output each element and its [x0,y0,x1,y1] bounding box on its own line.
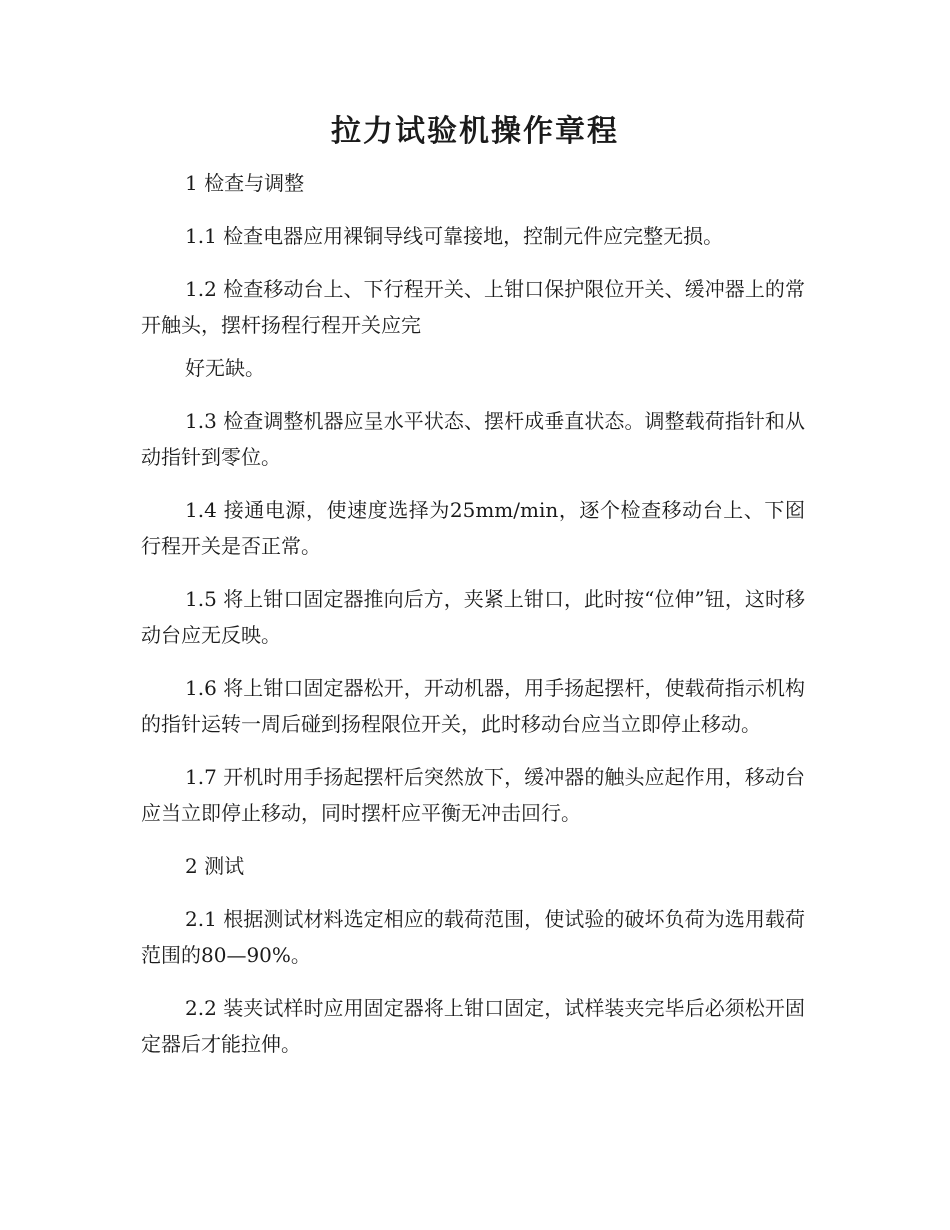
paragraph-2-2: 2.2 装夹试样时应用固定器将上钳口固定，试样装夹完毕后必须松开固定器后才能拉伸。 [141,996,805,1056]
paragraph-1-2: 1.2 检查移动台上、下行程开关、上钳口保护限位开关、缓冲器上的常开触头，摆杆扬程行程开关应完 [141,277,805,337]
section-heading-2: 2 测试 [185,854,245,878]
section-heading-1: 1 检查与调整 [185,171,305,195]
paragraph-1-6: 1.6 将上钳口固定器松开，开动机器，用手扬起摆杆，使载荷指示机构的指针运转一周后碰到扬程限位开关，此时移动台应当立即停止移动。 [141,676,805,736]
document-title: 拉力试验机操作章程 [331,114,619,149]
paragraph-1-7: 1.7 开机时用手扬起摆杆后突然放下，缓冲器的触头应起作用，移动台应当立即停止移动，同时摆杆应平衡无冲击回行。 [141,765,805,825]
paragraph-1-3: 1.3 检查调整机器应呈水平状态、摆杆成垂直状态。调整载荷指针和从动指针到零位。 [141,409,805,469]
paragraph-1-2-continued: 好无缺。 [185,356,265,380]
paragraph-1-4: 1.4 接通电源，使速度选择为25mm/min，逐个检查移动台上、下囵行程开关是否正常。 [141,498,805,558]
document-body [141,165,805,1079]
paragraph-1-1: 1.1 检查电器应用裸铜导线可靠接地，控制元件应完整无损。 [185,224,724,248]
paragraph-2-1: 2.1 根据测试材料选定相应的载荷范围，使试验的破坏负荷为选用载荷范围的80—90%。 [141,907,805,967]
paragraph-1-5: 1.5 将上钳口固定器推向后方，夹紧上钳口，此时按“位伸”钮，这时移动台应无反映。 [141,587,805,647]
